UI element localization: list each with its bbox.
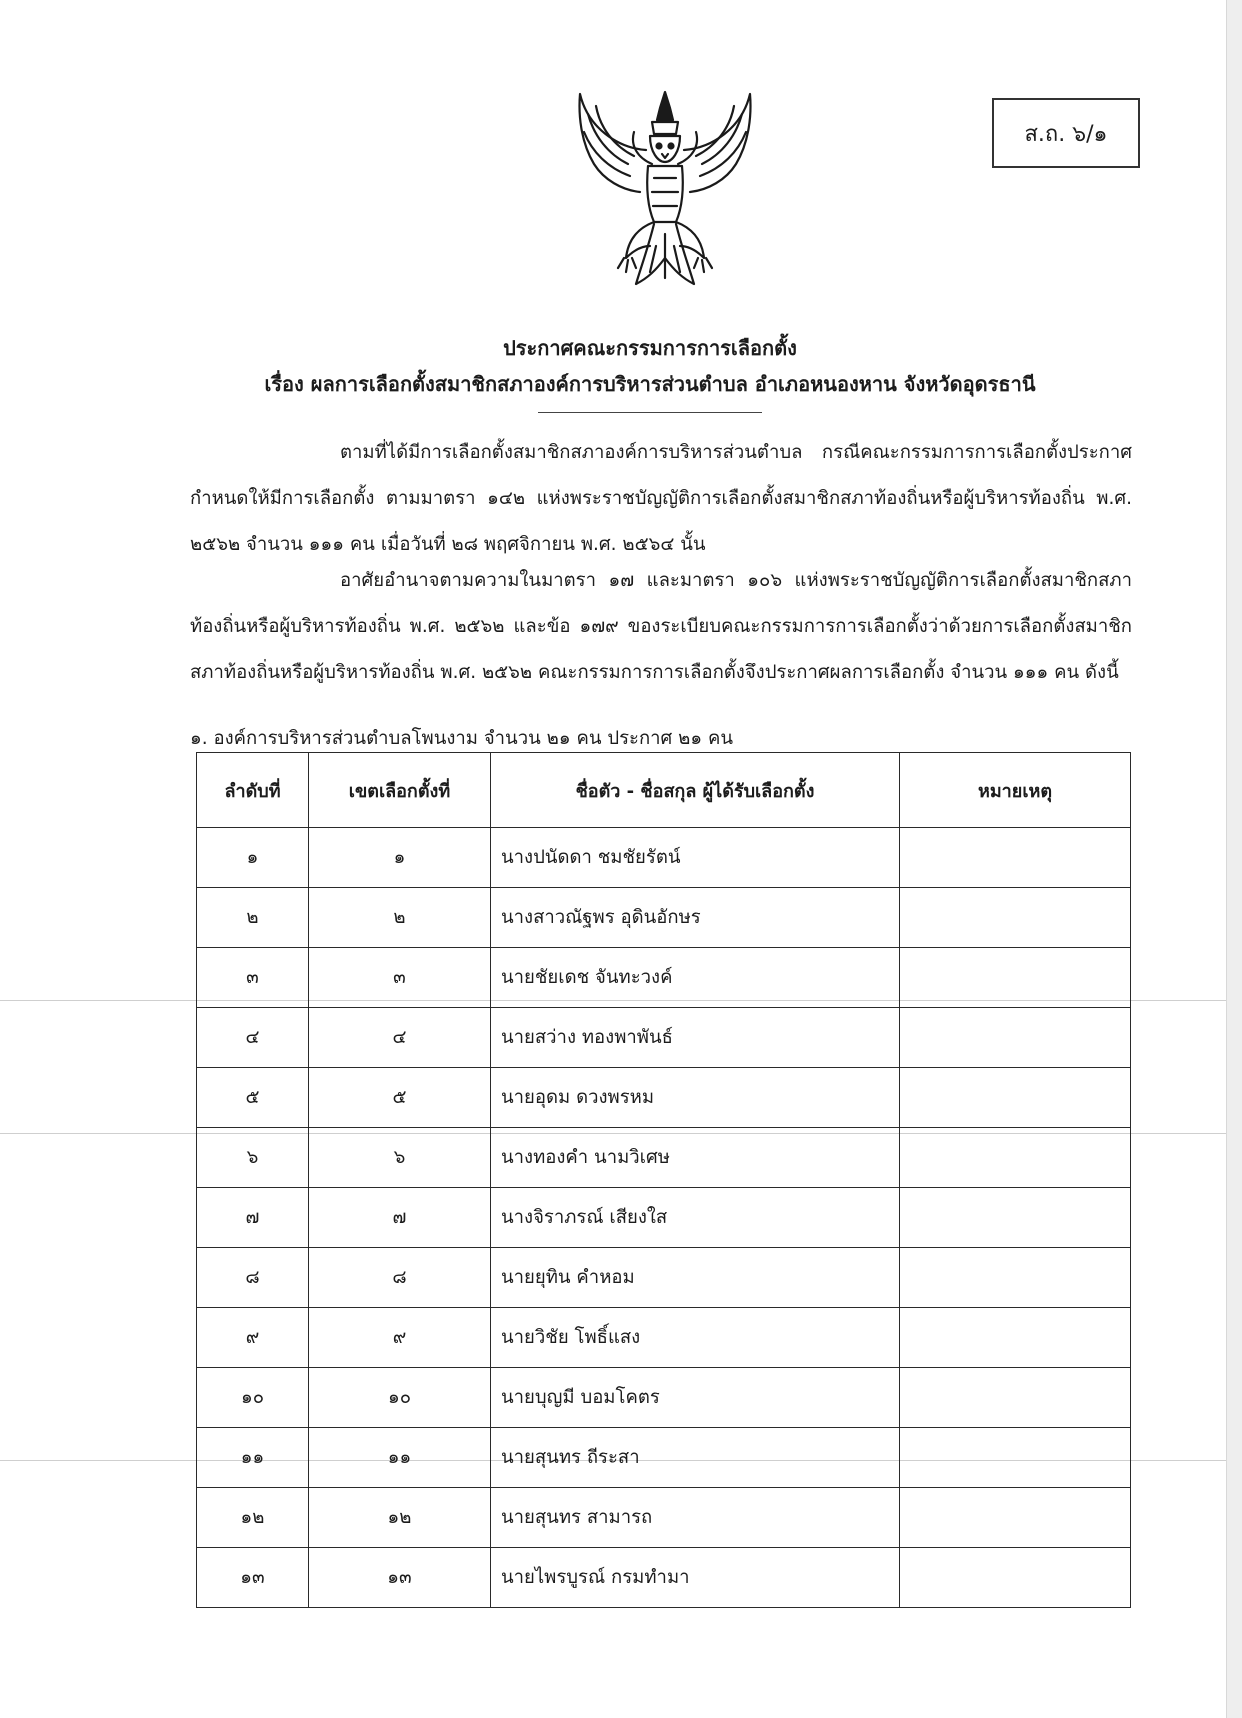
header-note: หมายเหตุ	[900, 753, 1131, 828]
form-code-box	[992, 98, 1140, 168]
table-row	[197, 1308, 1131, 1368]
header-name: ชื่อตัว - ชื่อสกุล ผู้ได้รับเลือกตั้ง	[491, 753, 900, 828]
table-row	[197, 948, 1131, 1008]
table-row	[197, 1548, 1131, 1608]
header-district: เขตเลือกตั้งที่	[309, 753, 491, 828]
row-order: ๑๓	[197, 1548, 309, 1608]
row-name: นางสาวณัฐพร อุดินอักษร	[491, 888, 900, 948]
row-name: นายสุนทร สามารถ	[491, 1488, 900, 1548]
row-district: ๒	[309, 888, 491, 948]
table-row	[197, 1128, 1131, 1188]
row-order: ๔	[197, 1008, 309, 1068]
row-order: ๓	[197, 948, 309, 1008]
row-name: นายวิชัย โพธิ์แสง	[491, 1308, 900, 1368]
row-order: ๙	[197, 1308, 309, 1368]
table-row	[197, 1008, 1131, 1068]
table-header-row	[197, 753, 1131, 828]
table-row	[197, 1428, 1131, 1488]
row-district: ๕	[309, 1068, 491, 1128]
table-row	[197, 828, 1131, 888]
paragraph-2	[190, 558, 1132, 696]
row-note	[900, 1128, 1131, 1188]
row-order: ๖	[197, 1128, 309, 1188]
results-table	[196, 752, 1131, 1608]
table-row	[197, 1188, 1131, 1248]
row-order: ๑	[197, 828, 309, 888]
row-name: นายไพรบูรณ์ กรมทำมา	[491, 1548, 900, 1608]
title-line-2: เรื่อง ผลการเลือกตั้งสมาชิกสภาองค์การบริหารส่วนตำบล อำเภอหนองหาน จังหวัดอุดรธานี	[264, 372, 1036, 396]
row-order: ๑๑	[197, 1428, 309, 1488]
row-district: ๘	[309, 1248, 491, 1308]
row-note	[900, 1308, 1131, 1368]
row-note	[900, 1068, 1131, 1128]
row-name: นางจิราภรณ์ เสียงใส	[491, 1188, 900, 1248]
row-note	[900, 1008, 1131, 1068]
row-district: ๖	[309, 1128, 491, 1188]
paragraph-1	[190, 430, 1132, 568]
row-district: ๑๒	[309, 1488, 491, 1548]
row-note	[900, 948, 1131, 1008]
row-note	[900, 828, 1131, 888]
title-divider	[538, 412, 762, 413]
table-row	[197, 1488, 1131, 1548]
row-order: ๗	[197, 1188, 309, 1248]
row-district: ๔	[309, 1008, 491, 1068]
row-order: ๑๐	[197, 1368, 309, 1428]
row-name: นายสว่าง ทองพาพันธ์	[491, 1008, 900, 1068]
row-name: นายอุดม ดวงพรหม	[491, 1068, 900, 1128]
row-note	[900, 1548, 1131, 1608]
table-body	[197, 828, 1131, 1608]
row-note	[900, 1488, 1131, 1548]
row-name: นายบุญมี บอมโคตร	[491, 1368, 900, 1428]
row-name: นายสุนทร ถีระสา	[491, 1428, 900, 1488]
row-district: ๗	[309, 1188, 491, 1248]
row-order: ๘	[197, 1248, 309, 1308]
announcement-title	[200, 330, 1100, 413]
header-order: ลำดับที่	[197, 753, 309, 828]
row-district: ๑๓	[309, 1548, 491, 1608]
table-row	[197, 1368, 1131, 1428]
row-note	[900, 888, 1131, 948]
row-district: ๙	[309, 1308, 491, 1368]
table-row	[197, 1248, 1131, 1308]
table-row	[197, 888, 1131, 948]
row-district: ๓	[309, 948, 491, 1008]
row-note	[900, 1248, 1131, 1308]
row-name: นายชัยเดช จันทะวงค์	[491, 948, 900, 1008]
row-order: ๑๒	[197, 1488, 309, 1548]
row-order: ๒	[197, 888, 309, 948]
title-line-1: ประกาศคณะกรรมการการเลือกตั้ง	[503, 336, 797, 360]
row-district: ๑๑	[309, 1428, 491, 1488]
row-name: นายยุทิน คำหอม	[491, 1248, 900, 1308]
row-note	[900, 1188, 1131, 1248]
table-row	[197, 1068, 1131, 1128]
row-order: ๕	[197, 1068, 309, 1128]
row-note	[900, 1368, 1131, 1428]
paragraph-1-text: ตามที่ได้มีการเลือกตั้งสมาชิกสภาองค์การบริหารส่วนตำบล กรณีคณะกรรมการการเลือกตั้งประกาศกำหนดให้มีการเลือกตั้ง ตามมาตรา ๑๔๒ แห่งพระราชบัญญัติการเลือกตั้งสมาชิกสภาท้องถิ่นหรือผู้บริหารท้องถิ่น พ.ศ. ๒๕๖๒ จำนวน ๑๑๑ คน เมื่อวันที่ ๒๘ พฤศจิกายน พ.ศ. ๒๕๖๔ นั้น	[190, 442, 1132, 555]
row-name: นางทองคำ นามวิเศษ	[491, 1128, 900, 1188]
paragraph-2-text: อาศัยอำนาจตามความในมาตรา ๑๗ และมาตรา ๑๐๖ แห่งพระราชบัญญัติการเลือกตั้งสมาชิกสภาท้องถิ่นหรือผู้บริหารท้องถิ่น พ.ศ. ๒๕๖๒ และข้อ ๑๗๙ ของระเบียบคณะกรรมการการเลือกตั้งว่าด้วยการเลือกตั้งสมาชิกสภาท้องถิ่นหรือผู้บริหารท้องถิ่น พ.ศ. ๒๕๖๒ คณะกรรมการการเลือกตั้งจึงประกาศผลการเลือกตั้ง จำนวน ๑๑๑ คน ดังนี้	[190, 570, 1132, 683]
row-district: ๑๐	[309, 1368, 491, 1428]
page-edge	[1226, 0, 1242, 1718]
row-name: นางปนัดดา ชมชัยรัตน์	[491, 828, 900, 888]
section-heading: ๑. องค์การบริหารส่วนตำบลโพนงาม จำนวน ๒๑ คน ประกาศ ๒๑ คน	[190, 728, 734, 749]
row-district: ๑	[309, 828, 491, 888]
garuda-emblem-icon	[568, 88, 762, 292]
form-code: ส.ถ. ๖/๑	[1024, 121, 1108, 147]
row-note	[900, 1428, 1131, 1488]
